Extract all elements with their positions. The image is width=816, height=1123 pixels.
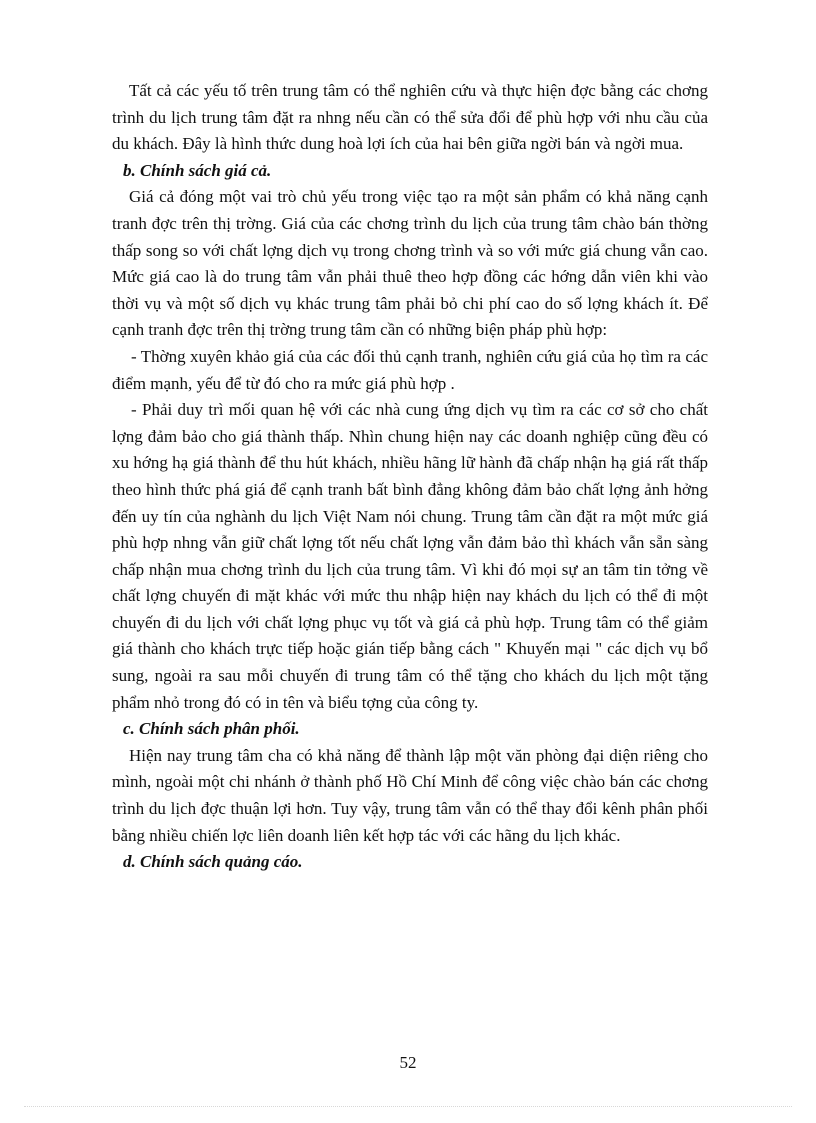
heading-price-policy: b. Chính sách giá cả. bbox=[123, 160, 272, 180]
document-body bbox=[112, 78, 708, 876]
page-bottom-rule bbox=[24, 1106, 792, 1107]
bullet-price-survey: - Thờng xuyên khảo giá của các đối thủ cạnh tranh, nghiên cứu giá của họ tìm ra các điểm mạnh, yếu để từ đó cho ra mức giá phù hợp . bbox=[112, 346, 708, 393]
heading-advertising-policy: d. Chính sách quảng cáo. bbox=[123, 852, 303, 872]
heading-distribution-policy: c. Chính sách phân phối. bbox=[123, 719, 300, 739]
paragraph-price: Giá cả đóng một vai trò chủ yếu trong việc tạo ra một sản phẩm có khả năng cạnh tranh đợc trên thị trờng. Giá của các chơng trình du lịch của trung tâm chào bán thờng thấp song so với chất lợng dịch vụ trong chơng trình và so với mức giá chung vẫn cao. Mức giá cao là do trung tâm vẫn phải thuê theo hợp đồng các hớng dẫn viên khi vào thời vụ và một số dịch vụ khác trung tâm phải bỏ chi phí cao do số lợng khách ít. Để cạnh tranh đợc trên thị trờng trung tâm cần có những biện pháp phù hợp: bbox=[112, 187, 708, 340]
page-number: 52 bbox=[399, 1053, 417, 1072]
paragraph-intro: Tất cả các yếu tố trên trung tâm có thể nghiên cứu và thực hiện đợc bằng các chơng trình du lịch trung tâm đặt ra nhng nếu cần có thể sửa đổi để phù hợp với nhu cầu của du khách. Đây là hình thức dung hoà lợi ích của hai bên giữa ngời bán và ngời mua. bbox=[112, 81, 708, 154]
bullet-supplier-relations: - Phải duy trì mối quan hệ với các nhà cung ứng dịch vụ tìm ra các cơ sở cho chất lợng đảm bảo cho giá thành thấp. Nhìn chung hiện nay các doanh nghiệp cũng đều có xu hớng hạ giá thành để thu hút khách, nhiều hãng lữ hành đã chấp nhận hạ giá rất thấp theo hình thức phá giá để cạnh tranh bất bình đẳng không đảm bảo chất lợng ảnh hởng đến uy tín của nghành du lịch Việt Nam nói chung. Trung tâm cần đặt ra một mức giá phù hợp nhng vẫn giữ chất lợng tốt nếu chất lợng vẫn đảm bảo thì khách vẫn sẵn sàng chấp nhận mua chơng trình du lịch của trung tâm. Vì khi đó mọi sự an tâm tin tởng về chất lợng chuyến đi mặt khác với mức thu nhập hiện nay khách du lịch có thể đi một chuyến đi du lịch với chất lợng phục vụ tốt và giá cả phù hợp. Trung tâm có thể giảm giá thành cho khách trực tiếp hoặc gián tiếp bằng cách " Khuyến mại " các dịch vụ bổ sung, ngoài ra sau mỗi chuyến đi trung tâm có thể tặng cho khách du lịch một tặng phẩm nhỏ trong đó có in tên và biểu tợng của công ty. bbox=[112, 400, 708, 712]
paragraph-distribution: Hiện nay trung tâm cha có khả năng để thành lập một văn phòng đại diện riêng cho mình, ngoài một chi nhánh ở thành phố Hồ Chí Minh để công việc chào bán các chơng trình du lịch đợc thuận lợi hơn. Tuy vậy, trung tâm vẫn có thể thay đổi kênh phân phối bằng nhiều chiến lợc liên doanh liên kết hợp tác với các hãng du lịch khác. bbox=[112, 745, 708, 845]
